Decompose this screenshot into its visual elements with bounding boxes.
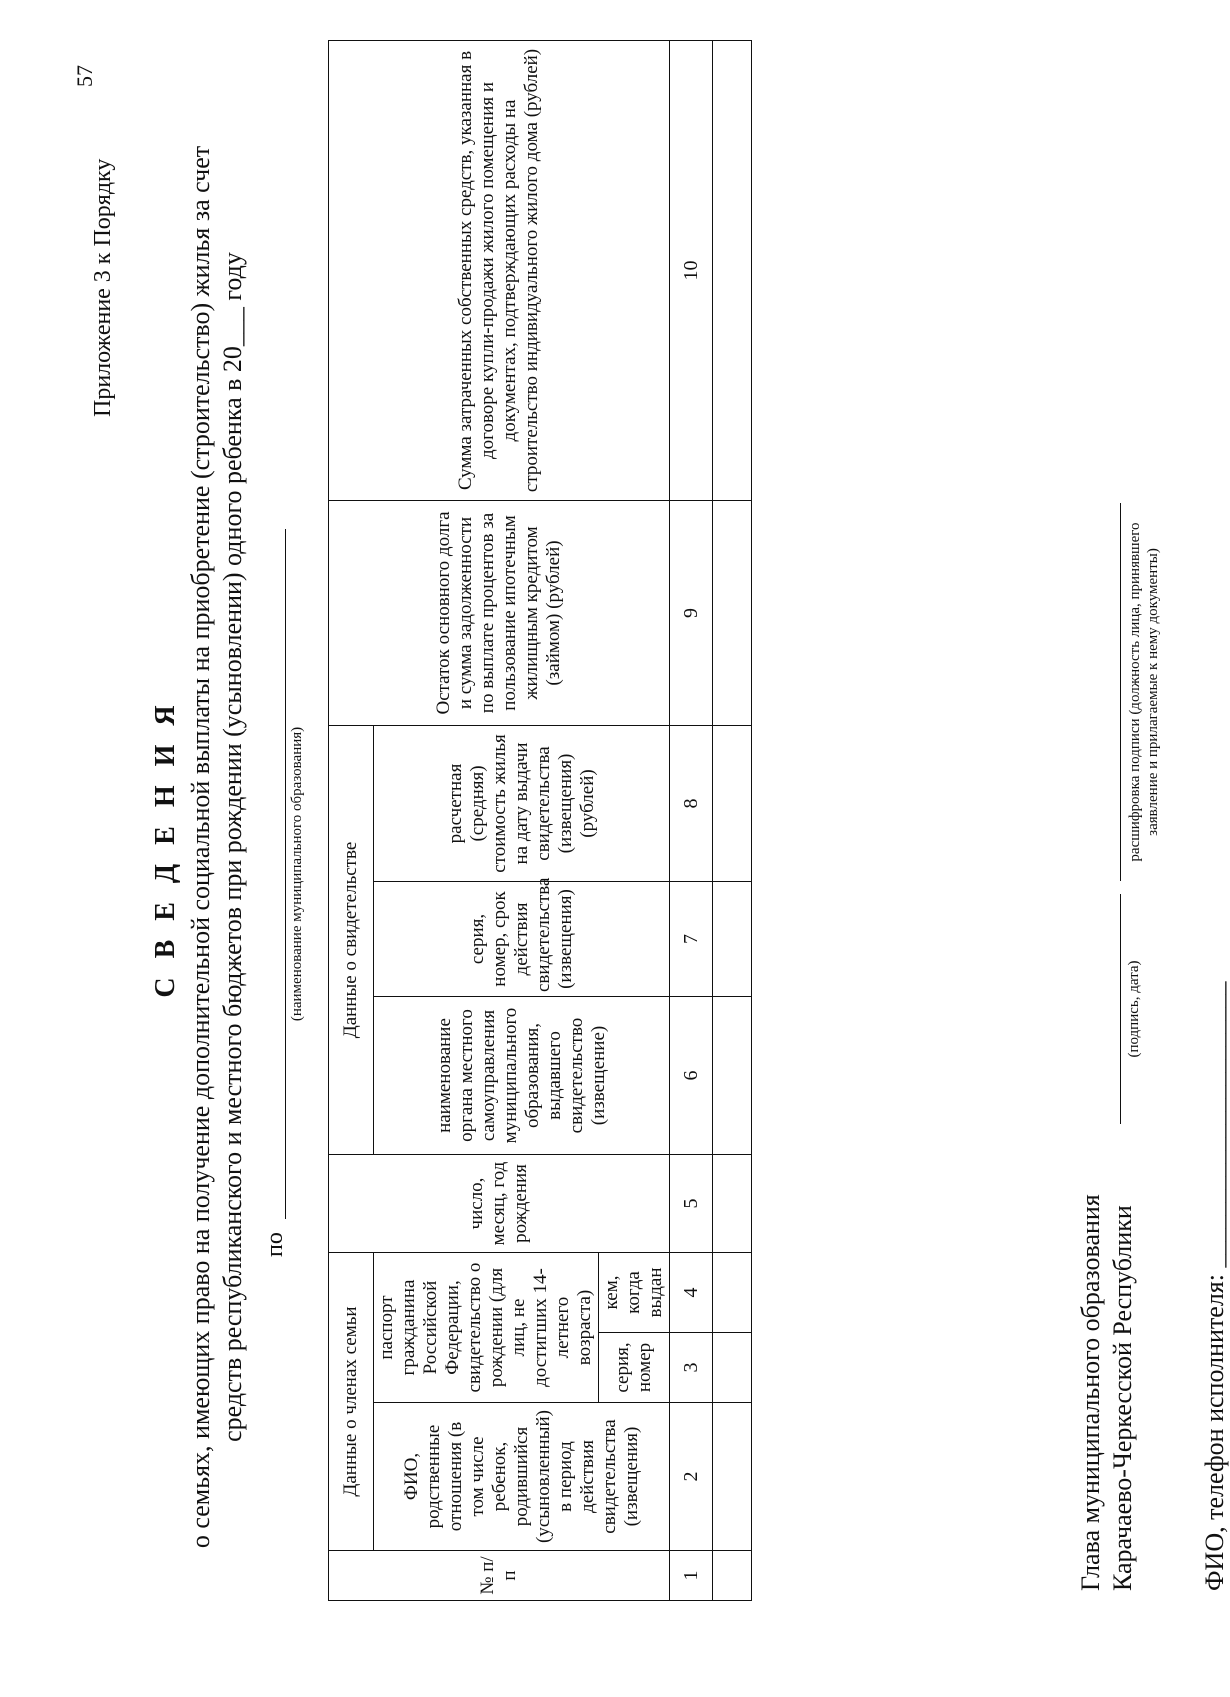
empty-cell [713, 882, 752, 997]
signatory-line-1: Глава муниципального образования [1076, 1194, 1105, 1591]
header-birthdate: число, месяц, год рождения [329, 1155, 670, 1253]
empty-cell [713, 1333, 752, 1403]
header-certificate-group: Данные о свидетельстве [329, 725, 374, 1154]
po-label: по [262, 1232, 288, 1257]
header-housing-cost: расчетная (средняя) стоимость жилья на дату выдачи свидетельства (извещения) (рублей) [374, 725, 670, 881]
signature-transcript-blank-line [1120, 503, 1121, 881]
header-no: № п/п [329, 1551, 670, 1601]
header-passport-issued: кем, когда выдан [599, 1253, 670, 1333]
header-own-funds: Сумма затраченных собственных средств, указанная в договоре купли-продажи жилого помещения и документах, подтверждающих расходы на строительство индивидуального жилого дома (рублей) [329, 40, 670, 500]
empty-cell [713, 1551, 752, 1601]
column-number: 7 [670, 882, 713, 997]
table-row [713, 40, 752, 1600]
municipality-caption: (наименование муниципального образования) [289, 726, 305, 1022]
header-passport-series: серия, номер [599, 1333, 670, 1403]
column-number: 4 [670, 1253, 713, 1333]
header-passport: паспорт гражданина Российской Федерации, свидетельство о рождении (для лиц, не достигших 14-летнего возраста) [374, 1253, 599, 1403]
executor-field: ФИО, телефон исполнителя: ______________________ [1200, 981, 1229, 1591]
empty-cell [713, 997, 752, 1155]
empty-cell [713, 500, 752, 725]
signature-blank-line [1120, 894, 1121, 1124]
column-number: 9 [670, 500, 713, 725]
column-number: 8 [670, 725, 713, 881]
empty-cell [713, 1403, 752, 1551]
column-number: 10 [670, 40, 713, 500]
column-number: 5 [670, 1155, 713, 1253]
signatory-position [1075, 1194, 1139, 1591]
empty-cell [713, 40, 752, 500]
municipality-blank-line [285, 529, 286, 1219]
families-table [328, 40, 752, 1601]
header-loan-balance: Остаток основного долга и сумма задолженности по выплате процентов за пользование ипотечным жилищным кредитом (займом) (рублей) [329, 500, 670, 725]
column-number: 2 [670, 1403, 713, 1551]
column-number: 3 [670, 1333, 713, 1403]
document-subtitle: о семьях, имеющих право на получение дополнительной социальной выплаты на приобретение (строительство) жилья за счет средств республиканского и местного бюджетов при рождении (усыновлении) одного ребенка в 20___ году [186, 145, 247, 1549]
signatory-line-2: Карачаево-Черкесской Республики [1108, 1205, 1137, 1591]
page-number: 57 [72, 65, 97, 87]
signature-caption: (подпись, дата) [1126, 960, 1142, 1058]
empty-cell [713, 1155, 752, 1253]
header-family-group: Данные о членах семьи [329, 1253, 374, 1551]
document-title: С В Е Д Е Н И Я [150, 699, 181, 998]
header-certificate-series: серия, номер, срок действия свидетельства (извещения) [374, 882, 670, 997]
header-fio: ФИО, родственные отношения (в том числе ребенок, родившийся (усыновленный) в период действия свидетельства (извещения) [374, 1403, 670, 1551]
empty-cell [713, 725, 752, 881]
signature-transcript-caption: расшифровка подписи (должность лица, принявшего заявление и прилагаемые к нему документы) [1127, 522, 1161, 862]
empty-cell [713, 1253, 752, 1333]
column-number: 6 [670, 997, 713, 1155]
appendix-note: Приложение 3 к Порядку [90, 158, 116, 417]
column-number: 1 [670, 1551, 713, 1601]
header-issuing-authority: наименование органа местного самоуправления муниципального образования, выдавшего свидетельство (извещение) [374, 997, 670, 1155]
